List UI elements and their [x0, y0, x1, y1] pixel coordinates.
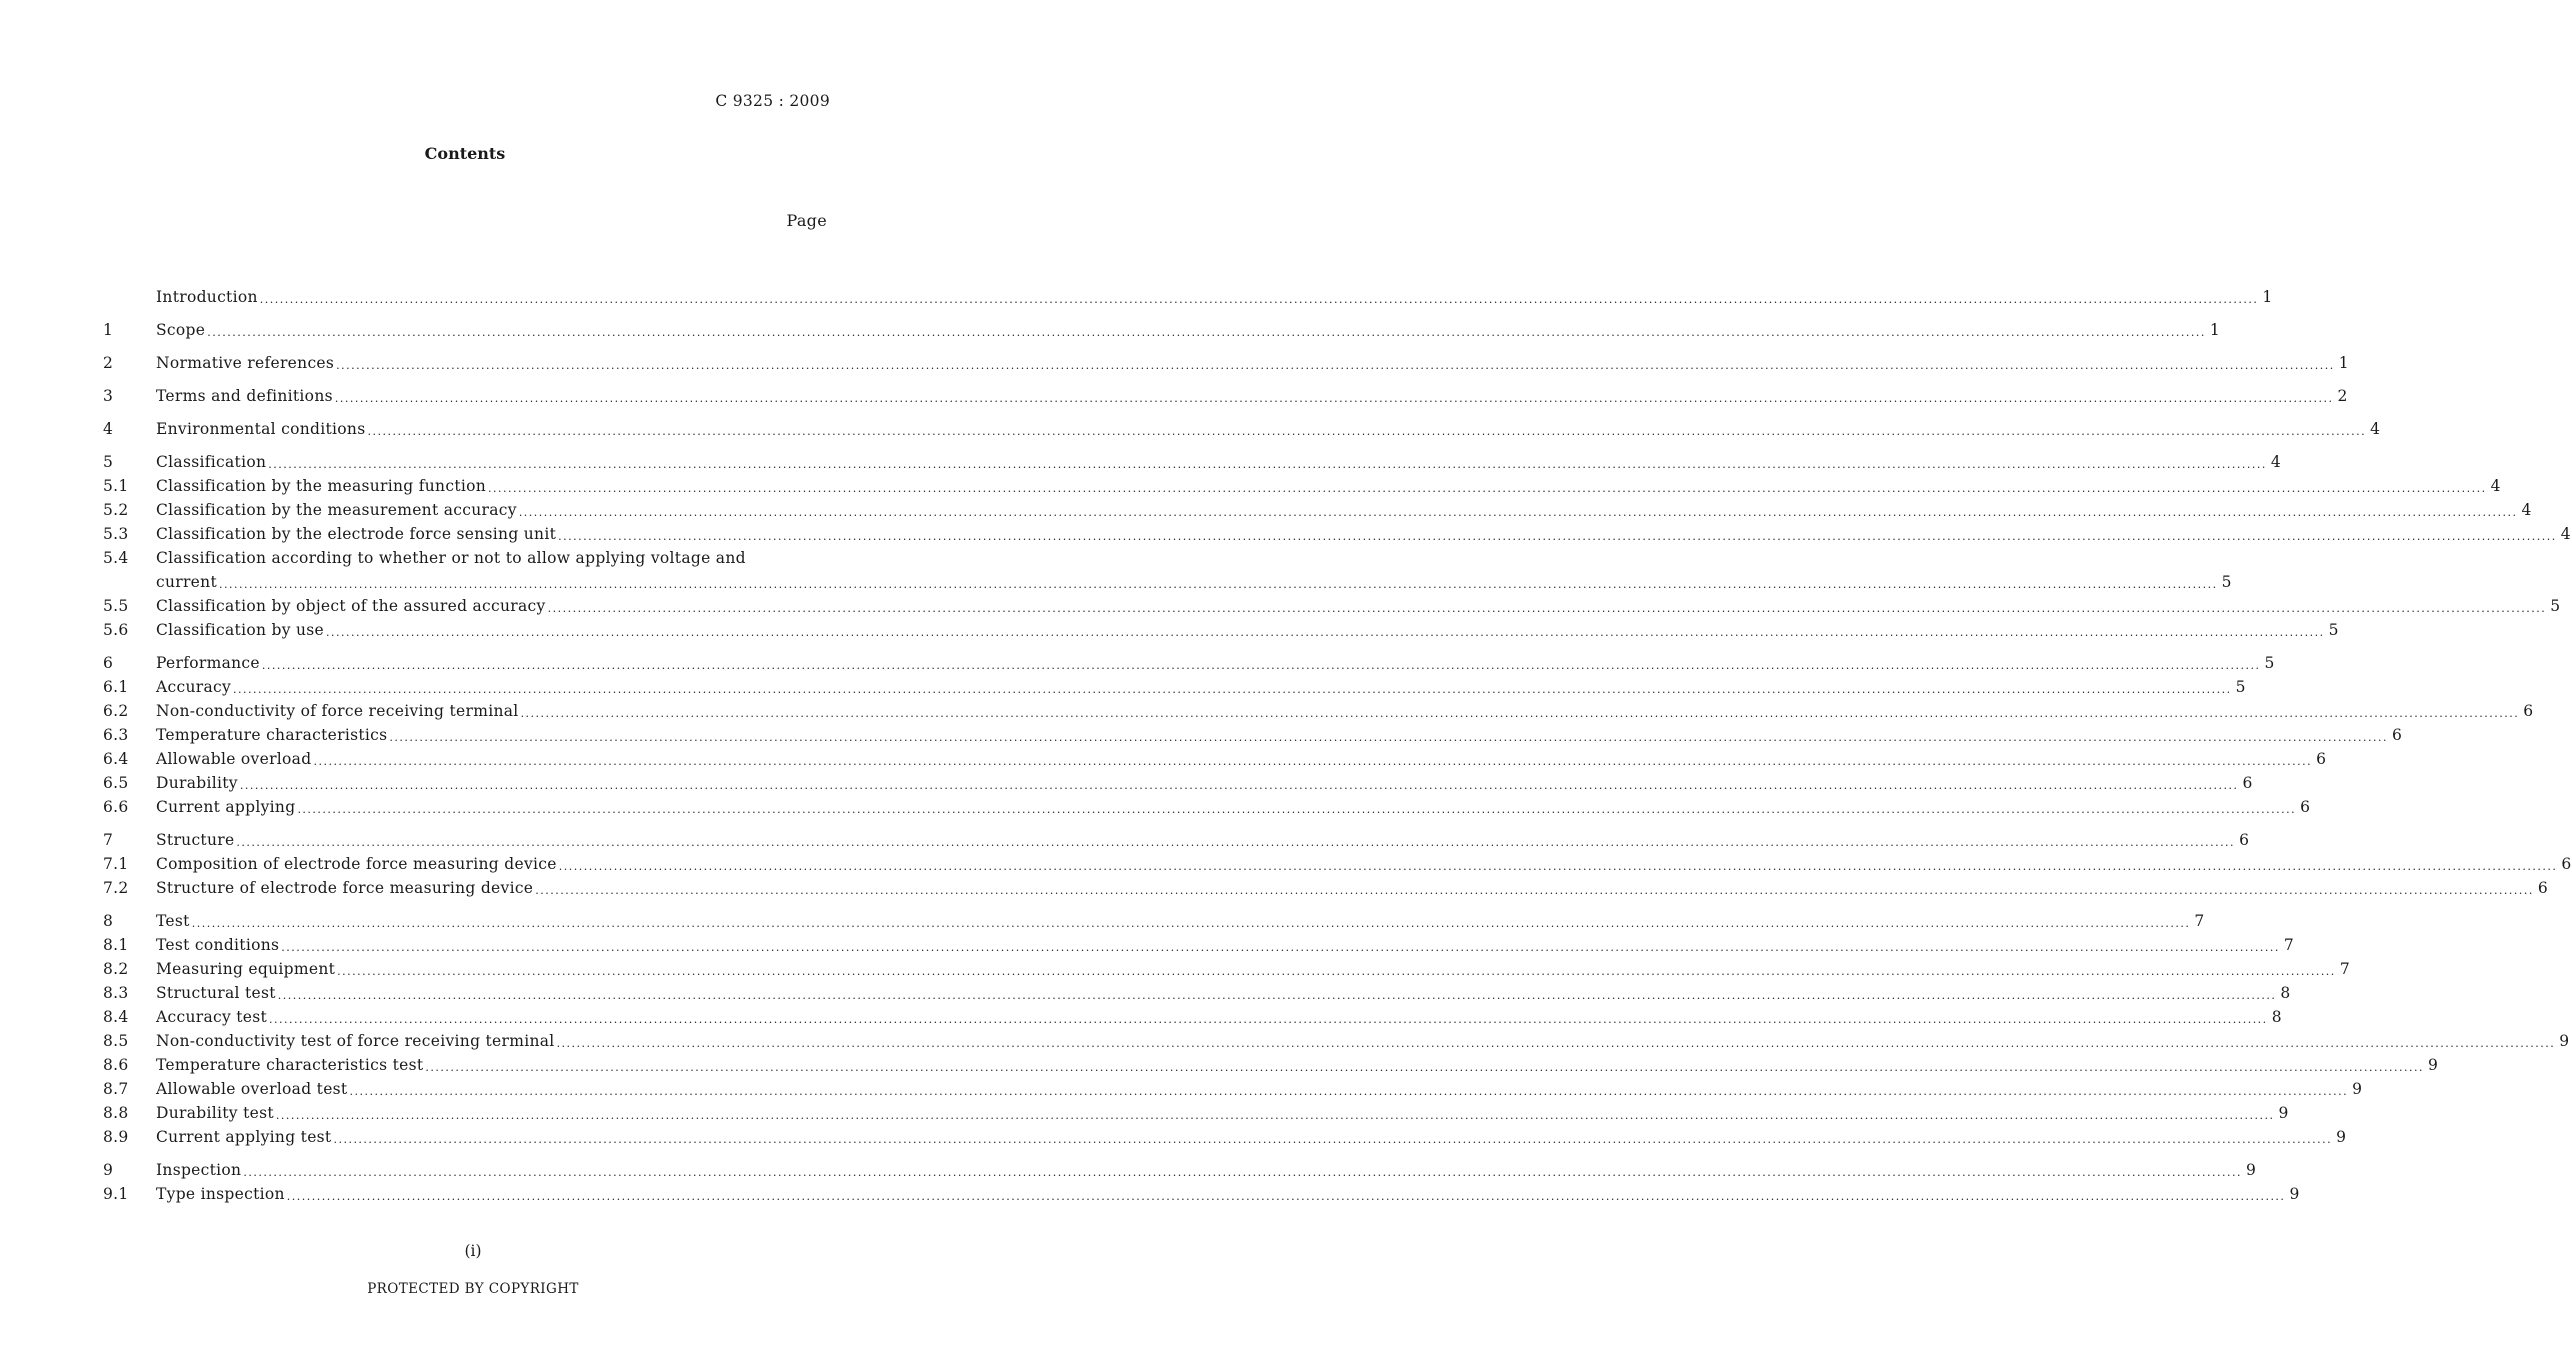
toc-entry-page: 6: [2523, 702, 2534, 720]
toc-entry: [103, 1029, 2570, 1053]
toc-entry-number: 5.5: [103, 597, 129, 615]
toc-dot-leader: ................................................................................................................................................................................................................................................................................................................................................................................................................: [269, 1013, 2268, 1026]
toc-entry-number: 8.2: [103, 960, 129, 978]
toc-entry-page: 9: [2289, 1185, 2300, 1203]
toc-dot-leader: ................................................................................................................................................................................................................................................................................................................................................................................................................: [425, 1061, 2425, 1074]
toc-entry-page: 7: [2283, 936, 2295, 954]
toc-entry-page: 4: [2560, 525, 2571, 543]
toc-entry: [103, 522, 2571, 546]
toc-entry-number: 5.4: [103, 549, 129, 567]
toc-entry-title: Current applying test: [156, 1128, 332, 1146]
toc-entry-title: Structural test: [156, 984, 276, 1002]
toc-entry-page: 9: [2428, 1056, 2439, 1074]
toc-dot-leader: ................................................................................................................................................................................................................................................................................................................................................................................................................: [488, 482, 2487, 495]
toc-entry-page: 6: [2300, 798, 2311, 816]
toc-dot-leader: ................................................................................................................................................................................................................................................................................................................................................................................................................: [233, 683, 2232, 696]
toc-entry-title: Classification according to whether or not to allow applying voltage and: [156, 549, 746, 567]
toc-entry-title: Normative references: [156, 354, 335, 372]
toc-dot-leader: ................................................................................................................................................................................................................................................................................................................................................................................................................: [558, 860, 2558, 873]
toc-entry-number: 8.6: [103, 1056, 129, 1074]
toc-entry-title: Scope: [156, 321, 206, 339]
toc-entry-title: Durability test: [156, 1104, 274, 1122]
toc-dot-leader: ................................................................................................................................................................................................................................................................................................................................................................................................................: [333, 1133, 2333, 1146]
toc-dot-leader: ................................................................................................................................................................................................................................................................................................................................................................................................................: [191, 917, 2191, 930]
toc-entry-number: 6.3: [103, 726, 129, 744]
toc-entry-page: 5: [2328, 621, 2339, 639]
toc-dot-leader: ................................................................................................................................................................................................................................................................................................................................................................................................................: [275, 1109, 2275, 1122]
toc-dot-leader: ................................................................................................................................................................................................................................................................................................................................................................................................................: [313, 755, 2313, 768]
toc-dot-leader: ................................................................................................................................................................................................................................................................................................................................................................................................................: [337, 965, 2336, 978]
toc-entry-number: 6.4: [103, 750, 129, 768]
toc-entry-title: Structure: [156, 831, 235, 849]
toc-entry-number: 9: [103, 1161, 114, 1179]
footer-page-number: (i): [464, 1242, 482, 1260]
toc-entry-number: 8.3: [103, 984, 129, 1002]
toc-dot-leader: ................................................................................................................................................................................................................................................................................................................................................................................................................: [547, 602, 2547, 615]
toc-entry: [103, 828, 2250, 852]
toc-entry-page: 8: [2280, 984, 2291, 1002]
toc-dot-leader: ................................................................................................................................................................................................................................................................................................................................................................................................................: [268, 458, 2267, 471]
toc-entry-number: 2: [103, 354, 114, 372]
toc-entry-page: 4: [2270, 453, 2282, 471]
toc-dot-leader: ................................................................................................................................................................................................................................................................................................................................................................................................................: [218, 578, 2218, 591]
toc-entry: [103, 876, 2549, 900]
toc-entry-number: 6.6: [103, 798, 129, 816]
toc-entry-number: 5.6: [103, 621, 129, 639]
toc-dot-leader: ................................................................................................................................................................................................................................................................................................................................................................................................................: [239, 779, 2239, 792]
toc-dot-leader: ................................................................................................................................................................................................................................................................................................................................................................................................................: [325, 626, 2325, 639]
toc-entry-page: 4: [2521, 501, 2532, 519]
document-id: C 9325 : 2009: [715, 92, 830, 110]
toc-entry-page: 6: [2239, 831, 2250, 849]
toc-entry-title: Classification by the measurement accuracy: [156, 501, 517, 519]
toc-dot-leader: ................................................................................................................................................................................................................................................................................................................................................................................................................: [518, 506, 2518, 519]
toc-dot-leader: ................................................................................................................................................................................................................................................................................................................................................................................................................: [336, 359, 2335, 372]
toc-entry-number: 6.1: [103, 678, 129, 696]
toc-entry-number: 8.5: [103, 1032, 129, 1050]
toc-entry-number: 1: [103, 321, 114, 339]
toc-entry-title: Composition of electrode force measuring device: [156, 855, 557, 873]
toc-entry: [103, 675, 2246, 699]
toc-dot-leader: ................................................................................................................................................................................................................................................................................................................................................................................................................: [259, 293, 2259, 306]
toc-entry-title: Inspection: [156, 1161, 242, 1179]
toc-entry-number: 5.3: [103, 525, 129, 543]
toc-entry-page: 1: [2338, 354, 2349, 372]
toc-entry-number: 5.1: [103, 477, 129, 495]
toc-entry-title: Test conditions: [156, 936, 280, 954]
toc-dot-leader: ................................................................................................................................................................................................................................................................................................................................................................................................................: [520, 707, 2520, 720]
toc-entry-number: 8.4: [103, 1008, 129, 1026]
toc-entry: [103, 1158, 2257, 1182]
toc-entry-page: 9: [2352, 1080, 2363, 1098]
toc-dot-leader: ................................................................................................................................................................................................................................................................................................................................................................................................................: [277, 989, 2277, 1002]
toc-entry-number: 6: [103, 654, 114, 672]
toc-entry: [103, 594, 2561, 618]
toc-dot-leader: ................................................................................................................................................................................................................................................................................................................................................................................................................: [556, 1037, 2556, 1050]
toc-entry-title: Terms and definitions: [156, 387, 333, 405]
toc-entry-title: Durability: [156, 774, 238, 792]
toc-entry: [103, 981, 2291, 1005]
toc-entry-title: Measuring equipment: [156, 960, 336, 978]
toc-entry-title: Type inspection: [156, 1185, 285, 1203]
toc-entry: [103, 1101, 2289, 1125]
toc-entry: [103, 723, 2403, 747]
toc-entry-page: 8: [2271, 1008, 2282, 1026]
toc-entry-title: Non-conductivity test of force receiving terminal: [156, 1032, 555, 1050]
toc-entry-number: 7.1: [103, 855, 129, 873]
toc-entry: [103, 351, 2349, 375]
toc-entry-number: 8.7: [103, 1080, 129, 1098]
toc-entry-title: Classification by use: [156, 621, 324, 639]
toc-dot-leader: ................................................................................................................................................................................................................................................................................................................................................................................................................: [334, 392, 2334, 405]
toc-entry: [103, 771, 2253, 795]
toc-entry-page: 9: [2245, 1161, 2257, 1179]
toc-entry: [103, 384, 2348, 408]
toc-entry-number: 9.1: [103, 1185, 129, 1203]
toc-entry-title: Current applying: [156, 798, 296, 816]
toc-entry-page: 4: [2370, 420, 2381, 438]
toc-entry-title: current: [156, 573, 217, 591]
toc-entry: [103, 699, 2534, 723]
toc-entry-page: 4: [2490, 477, 2501, 495]
toc-entry-title: Classification by the measuring function: [156, 477, 487, 495]
toc-entry-title: Introduction: [156, 288, 258, 306]
toc-entry-page: 7: [2194, 912, 2205, 930]
toc-entry-title: Test: [156, 912, 190, 930]
toc-entry: [103, 795, 2311, 819]
toc-entry-title: Classification: [156, 453, 267, 471]
toc-entry: [103, 417, 2381, 441]
toc-entry-title: Classification by object of the assured accuracy: [156, 597, 546, 615]
toc-entry: [103, 570, 2232, 594]
toc-dot-leader: ................................................................................................................................................................................................................................................................................................................................................................................................................: [281, 941, 2280, 954]
toc-entry-page: 2: [2337, 387, 2348, 405]
toc-entry: [103, 450, 2282, 474]
toc-entry-page: 9: [2559, 1032, 2570, 1050]
toc-entry-number: 3: [103, 387, 114, 405]
toc-entry-page: 6: [2316, 750, 2327, 768]
toc-entry-number: 4: [103, 420, 114, 438]
toc-entry: [103, 957, 2350, 981]
toc-entry: [103, 474, 2501, 498]
toc-dot-leader: ................................................................................................................................................................................................................................................................................................................................................................................................................: [349, 1085, 2349, 1098]
toc-entry-number: 8.9: [103, 1128, 129, 1146]
toc-entry: [103, 546, 809, 570]
toc-entry-title: Performance: [156, 654, 260, 672]
toc-entry-number: 7.2: [103, 879, 129, 897]
toc-entry-page: 6: [2392, 726, 2403, 744]
table-of-contents: [103, 285, 2572, 1206]
toc-entry-title: Allowable overload test: [156, 1080, 348, 1098]
page-title: Contents: [424, 144, 506, 163]
toc-dot-leader: ................................................................................................................................................................................................................................................................................................................................................................................................................: [236, 836, 2236, 849]
toc-entry-title: Structure of electrode force measuring device: [156, 879, 534, 897]
toc-dot-leader: ................................................................................................................................................................................................................................................................................................................................................................................................................: [297, 803, 2297, 816]
toc-entry: [103, 498, 2532, 522]
toc-dot-leader: ................................................................................................................................................................................................................................................................................................................................................................................................................: [243, 1166, 2242, 1179]
toc-entry: [103, 933, 2295, 957]
toc-entry-page: 6: [2242, 774, 2253, 792]
toc-entry-page: 1: [2262, 288, 2273, 306]
toc-dot-leader: ................................................................................................................................................................................................................................................................................................................................................................................................................: [389, 731, 2388, 744]
toc-dot-leader: ................................................................................................................................................................................................................................................................................................................................................................................................................: [207, 326, 2206, 339]
toc-entry-page: 9: [2278, 1104, 2289, 1122]
toc-entry: [103, 285, 2273, 309]
toc-entry: [103, 1077, 2363, 1101]
toc-entry-page: 9: [2336, 1128, 2347, 1146]
toc-entry-title: Classification by the electrode force sensing unit: [156, 525, 557, 543]
toc-entry-page: 7: [2339, 960, 2350, 978]
toc-entry-title: Temperature characteristics: [156, 726, 388, 744]
toc-entry: [103, 318, 2221, 342]
toc-entry: [103, 747, 2327, 771]
toc-entry-number: 8: [103, 912, 114, 930]
copyright-notice: PROTECTED BY COPYRIGHT: [367, 1281, 579, 1297]
toc-entry-page: 5: [2550, 597, 2561, 615]
toc-entry-number: 7: [103, 831, 114, 849]
toc-entry: [103, 651, 2275, 675]
toc-entry-title: Non-conductivity of force receiving terminal: [156, 702, 519, 720]
toc-entry-number: 8.1: [103, 936, 129, 954]
toc-dot-leader: ................................................................................................................................................................................................................................................................................................................................................................................................................: [535, 884, 2534, 897]
toc-entry-title: Allowable overload: [156, 750, 312, 768]
toc-entry-number: 5.2: [103, 501, 129, 519]
toc-entry: [103, 1125, 2347, 1149]
toc-entry: [103, 909, 2205, 933]
toc-entry-title: Accuracy test: [156, 1008, 268, 1026]
toc-entry-title: Accuracy: [156, 678, 232, 696]
toc-entry: [103, 618, 2339, 642]
toc-dot-leader: ................................................................................................................................................................................................................................................................................................................................................................................................................: [286, 1190, 2286, 1203]
page-column-header: Page: [786, 211, 827, 230]
toc-entry-title: Temperature characteristics test: [156, 1056, 424, 1074]
toc-entry: [103, 1182, 2300, 1206]
toc-entry-number: 6.2: [103, 702, 129, 720]
toc-entry: [103, 1053, 2439, 1077]
toc-entry-number: 5: [103, 453, 114, 471]
toc-entry-page: 6: [2561, 855, 2572, 873]
toc-entry-page: 5: [2264, 654, 2275, 672]
toc-entry-page: 1: [2209, 321, 2221, 339]
toc-entry-page: 5: [2221, 573, 2232, 591]
toc-dot-leader: ................................................................................................................................................................................................................................................................................................................................................................................................................: [261, 659, 2261, 672]
toc-entry: [103, 1005, 2282, 1029]
toc-entry-page: 5: [2235, 678, 2246, 696]
toc-dot-leader: ................................................................................................................................................................................................................................................................................................................................................................................................................: [558, 530, 2557, 543]
toc-entry-title: Environmental conditions: [156, 420, 366, 438]
toc-dot-leader: ................................................................................................................................................................................................................................................................................................................................................................................................................: [367, 425, 2367, 438]
toc-entry-page: 6: [2537, 879, 2549, 897]
toc-entry: [103, 852, 2572, 876]
toc-entry-number: 6.5: [103, 774, 129, 792]
toc-entry-number: 8.8: [103, 1104, 129, 1122]
